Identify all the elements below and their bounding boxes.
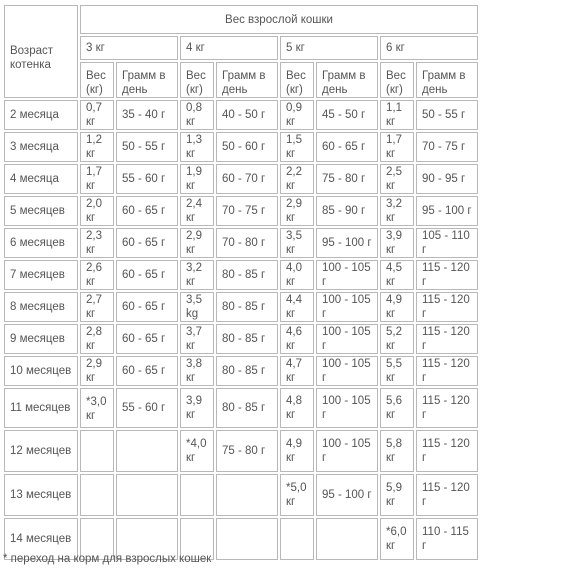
weight-cell: 3,9 кг (380, 228, 414, 258)
weight-cell: *5,0 кг (280, 474, 314, 516)
gram-cell: 90 - 95 г (416, 164, 478, 194)
weight-cell (280, 518, 314, 560)
weight-cell: 4,6 кг (280, 324, 314, 354)
gram-cell: 115 - 120 г (416, 324, 478, 354)
subheader-gram: Грамм в день (216, 62, 278, 98)
gram-cell: 115 - 120 г (416, 474, 478, 516)
weight-cell: 5,6 кг (380, 388, 414, 428)
gram-cell (116, 474, 178, 516)
gram-cell: 45 - 50 г (316, 100, 378, 130)
gram-cell: 60 - 65 г (116, 292, 178, 322)
table-body (4, 100, 478, 560)
gram-cell (116, 430, 178, 472)
gram-cell: 115 - 120 г (416, 388, 478, 428)
weight-cell: 4,0 кг (280, 260, 314, 290)
weight-cell: 2,7 кг (80, 292, 114, 322)
age-cell: 14 месяцев (4, 518, 78, 560)
gram-cell: 50 - 55 г (116, 132, 178, 162)
gram-cell: 80 - 85 г (216, 292, 278, 322)
gram-cell: 85 - 90 г (316, 196, 378, 226)
age-cell: 3 месяца (4, 132, 78, 162)
age-cell: 8 месяцев (4, 292, 78, 322)
weight-cell: 3,9 кг (180, 388, 214, 428)
gram-cell: 60 - 65 г (316, 132, 378, 162)
weight-cell: 4,9 кг (380, 292, 414, 322)
gram-cell: 115 - 120 г (416, 356, 478, 386)
weight-cell (180, 474, 214, 516)
age-cell: 6 месяцев (4, 228, 78, 258)
gram-cell: 115 - 120 г (416, 260, 478, 290)
gram-cell: 60 - 65 г (116, 260, 178, 290)
weight-cell: 3,7 кг (180, 324, 214, 354)
weight-cell: 2,9 кг (180, 228, 214, 258)
header-age: Возраст котенка (4, 5, 78, 98)
gram-cell: 95 - 100 г (316, 474, 378, 516)
weight-cell (80, 430, 114, 472)
header-weight-4kg: 4 кг (180, 36, 278, 60)
gram-cell: 75 - 80 г (316, 164, 378, 194)
weight-cell: 5,5 кг (380, 356, 414, 386)
weight-cell: 2,9 кг (280, 196, 314, 226)
gram-cell: 100 - 105 г (316, 292, 378, 322)
age-cell: 11 месяцев (4, 388, 78, 428)
gram-cell (216, 518, 278, 560)
weight-cell: 4,9 кг (280, 430, 314, 472)
weight-cell: 3,2 кг (180, 260, 214, 290)
age-cell: 9 месяцев (4, 324, 78, 354)
weight-cell: 1,3 кг (180, 132, 214, 162)
age-cell: 2 месяца (4, 100, 78, 130)
weight-cell: 1,7 кг (80, 164, 114, 194)
weight-cell: 2,8 кг (80, 324, 114, 354)
gram-cell: 95 - 100 г (316, 228, 378, 258)
age-cell: 4 месяца (4, 164, 78, 194)
age-cell: 7 месяцев (4, 260, 78, 290)
weight-cell: 2,5 кг (380, 164, 414, 194)
gram-cell: 100 - 105 г (316, 356, 378, 386)
weight-cell: 2,2 кг (280, 164, 314, 194)
gram-cell (316, 518, 378, 560)
gram-cell: 60 - 65 г (116, 324, 178, 354)
subheader-weight: Вес (кг) (380, 62, 414, 98)
gram-cell: 55 - 60 г (116, 388, 178, 428)
gram-cell: 100 - 105 г (316, 430, 378, 472)
gram-cell: 70 - 75 г (216, 196, 278, 226)
table-row (4, 196, 478, 226)
age-cell: 13 месяцев (4, 474, 78, 516)
subheader-weight: Вес (кг) (180, 62, 214, 98)
gram-cell: 80 - 85 г (216, 260, 278, 290)
table-row (4, 164, 478, 194)
weight-cell: 3,5 kg (180, 292, 214, 322)
gram-cell: 80 - 85 г (216, 356, 278, 386)
header-weight-3kg: 3 кг (80, 36, 178, 60)
gram-cell: 55 - 60 г (116, 164, 178, 194)
weight-cell (80, 474, 114, 516)
weight-cell: 5,2 кг (380, 324, 414, 354)
table-row (4, 260, 478, 290)
age-cell: 12 месяцев (4, 430, 78, 472)
weight-cell: 5,8 кг (380, 430, 414, 472)
age-cell: 10 месяцев (4, 356, 78, 386)
gram-cell: 60 - 70 г (216, 164, 278, 194)
gram-cell: 105 - 110 г (416, 228, 478, 258)
weight-cell: 3,5 кг (280, 228, 314, 258)
weight-cell: 4,5 кг (380, 260, 414, 290)
gram-cell: 110 - 115 г (416, 518, 478, 560)
header-weight-5kg: 5 кг (280, 36, 378, 60)
kitten-feeding-table (2, 3, 480, 562)
weight-cell: 3,2 кг (380, 196, 414, 226)
weight-cell: *3,0 кг (80, 388, 114, 428)
weight-cell: *4,0 кг (180, 430, 214, 472)
gram-cell: 100 - 105 г (316, 324, 378, 354)
weight-cell: 2,3 кг (80, 228, 114, 258)
gram-cell: 50 - 55 г (416, 100, 478, 130)
gram-cell: 60 - 65 г (116, 228, 178, 258)
gram-cell: 80 - 85 г (216, 324, 278, 354)
gram-cell (216, 474, 278, 516)
table-row (4, 292, 478, 322)
gram-cell: 75 - 80 г (216, 430, 278, 472)
gram-cell: 60 - 65 г (116, 196, 178, 226)
subheader-weight: Вес (кг) (80, 62, 114, 98)
table-row (4, 100, 478, 130)
gram-cell: 95 - 100 г (416, 196, 478, 226)
gram-cell: 100 - 105 г (316, 260, 378, 290)
header-adult-weight: Вес взрослой кошки (80, 5, 478, 34)
subheader-gram: Грамм в день (116, 62, 178, 98)
table-row (4, 324, 478, 354)
weight-cell: 2,0 кг (80, 196, 114, 226)
gram-cell: 100 - 105 г (316, 388, 378, 428)
weight-cell: 2,6 кг (80, 260, 114, 290)
table-row (4, 474, 478, 516)
weight-cell: 5,9 кг (380, 474, 414, 516)
weight-cell: *6,0 кг (380, 518, 414, 560)
weight-cell: 1,1 кг (380, 100, 414, 130)
table-row (4, 356, 478, 386)
table-row (4, 228, 478, 258)
gram-cell: 80 - 85 г (216, 388, 278, 428)
weight-cell: 1,5 кг (280, 132, 314, 162)
table-row (4, 430, 478, 472)
footnote: * переход на корм для взрослых кошек (3, 553, 212, 565)
gram-cell: 70 - 80 г (216, 228, 278, 258)
weight-cell: 4,7 кг (280, 356, 314, 386)
weight-cell: 1,2 кг (80, 132, 114, 162)
weight-cell: 1,7 кг (380, 132, 414, 162)
gram-cell: 50 - 60 г (216, 132, 278, 162)
weight-cell: 4,4 кг (280, 292, 314, 322)
table-row (4, 388, 478, 428)
gram-cell: 115 - 120 г (416, 430, 478, 472)
age-cell: 5 месяцев (4, 196, 78, 226)
gram-cell: 115 - 120 г (416, 292, 478, 322)
weight-cell: 1,9 кг (180, 164, 214, 194)
weight-cell: 2,9 кг (80, 356, 114, 386)
gram-cell: 35 - 40 г (116, 100, 178, 130)
weight-cell: 0,7 кг (80, 100, 114, 130)
weight-cell: 4,8 кг (280, 388, 314, 428)
header-weight-6kg: 6 кг (380, 36, 478, 60)
weight-cell: 0,8 кг (180, 100, 214, 130)
gram-cell: 40 - 50 г (216, 100, 278, 130)
weight-cell: 0,9 кг (280, 100, 314, 130)
gram-cell: 60 - 65 г (116, 356, 178, 386)
table-row (4, 132, 478, 162)
gram-cell: 70 - 75 г (416, 132, 478, 162)
subheader-weight: Вес (кг) (280, 62, 314, 98)
weight-cell: 2,4 кг (180, 196, 214, 226)
weight-cell: 3,8 кг (180, 356, 214, 386)
subheader-gram: Грамм в день (416, 62, 478, 98)
subheader-gram: Грамм в день (316, 62, 378, 98)
